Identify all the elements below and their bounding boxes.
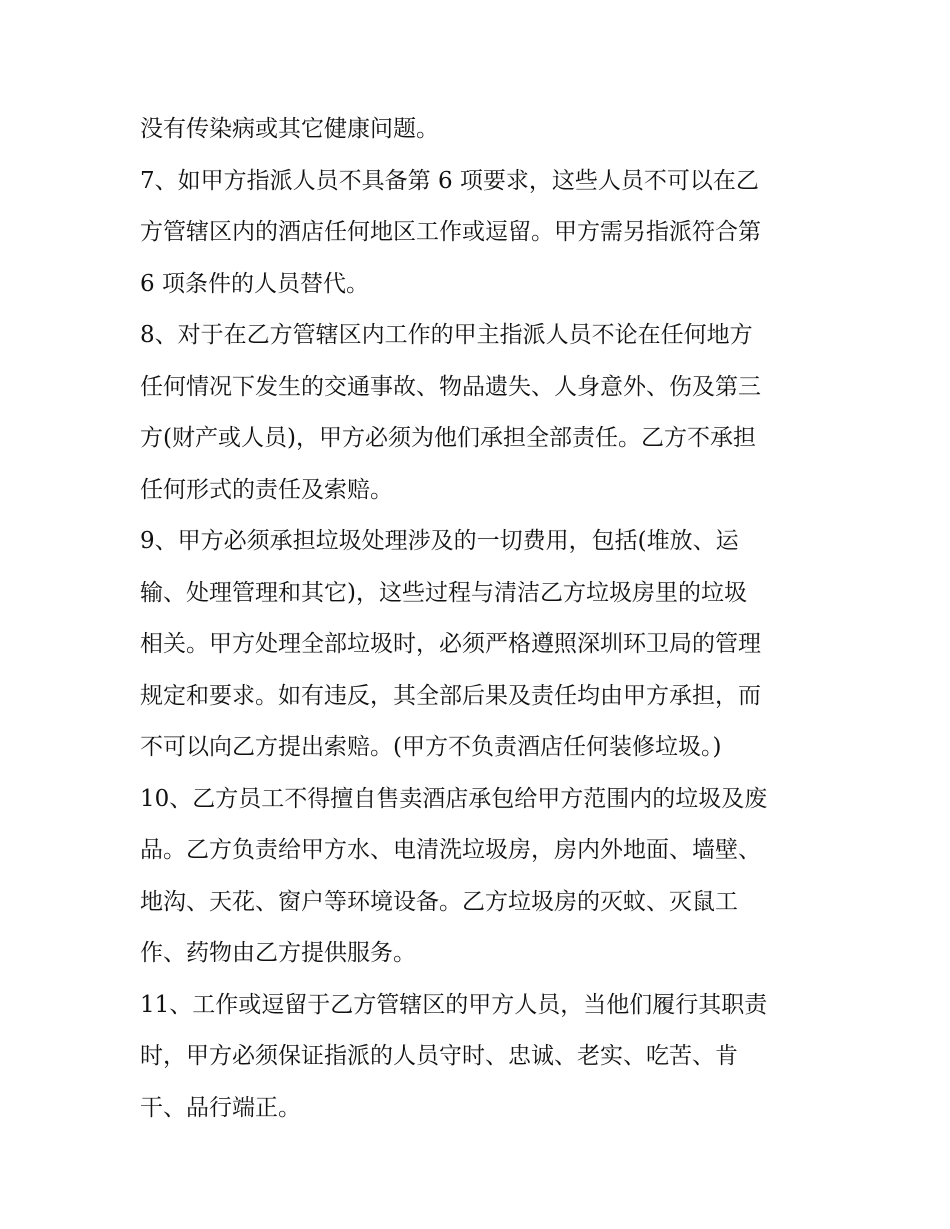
text-line: 时，甲方必须保证指派的人员守时、忠诚、老实、吃苦、肯 <box>140 1043 738 1069</box>
text-line: 方(财产或人员)，甲方必须为他们承担全部责任。乙方不承担 <box>140 425 756 451</box>
text-line: 没有传染病或其它健康问题。 <box>140 116 439 142</box>
text-line: 作、药物由乙方提供服务。 <box>140 940 416 966</box>
text-line: 8、对于在乙方管辖区内工作的甲主指派人员不论在任何地方 <box>140 322 753 348</box>
text-line: 地沟、天花、窗户等环境设备。乙方垃圾房的灭蚊、灭鼠工 <box>140 888 738 915</box>
text-line: 11、工作或逗留于乙方管辖区的甲方人员，当他们履行其职责 <box>140 991 768 1018</box>
text-line: 任何形式的责任及索赔。 <box>140 476 393 503</box>
text-line: 9、甲方必须承担垃圾处理涉及的一切费用，包括(堆放、运 <box>140 528 739 554</box>
text-line: 品。乙方负责给甲方水、电清洗垃圾房，房内外地面、墙壁、 <box>140 837 761 863</box>
text-line: 相关。甲方处理全部垃圾时，必须严格遵照深圳环卫局的管理 <box>140 631 761 657</box>
document-body <box>140 104 820 1134</box>
text-line: 输、处理管理和其它)，这些过程与清洁乙方垃圾房里的垃圾 <box>140 579 747 606</box>
text-line: 6 项条件的人员替代。 <box>140 270 369 297</box>
text-line: 任何情况下发生的交通事故、物品遗失、人身意外、伤及第三 <box>140 373 761 400</box>
text-line: 不可以向乙方提出索赔。(甲方不负责酒店任何装修垃圾。) <box>140 734 722 760</box>
text-line: 10、乙方员工不得擅自售卖酒店承包给甲方范围内的垃圾及废 <box>140 785 768 812</box>
text-line: 7、如甲方指派人员不具备第 6 项要求，这些人员不可以在乙 <box>140 167 759 194</box>
text-line: 方管辖区内的酒店任何地区工作或逗留。甲方需另指派符合第 <box>140 219 761 245</box>
text-line: 规定和要求。如有违反，其全部后果及责任均由甲方承担，而 <box>140 682 761 709</box>
text-line: 干、品行端正。 <box>140 1094 301 1121</box>
